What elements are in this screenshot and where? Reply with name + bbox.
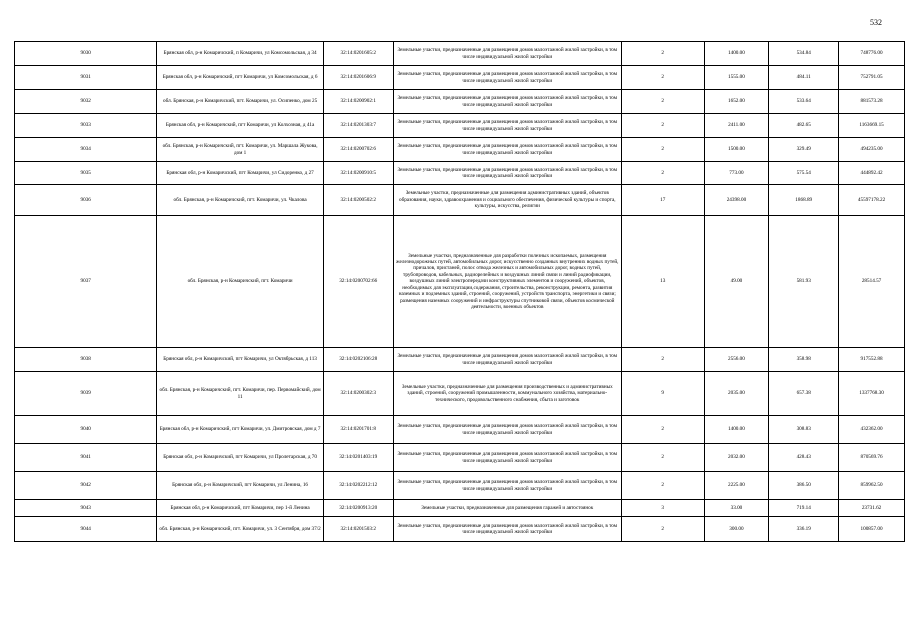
area-cell: 1500.00 — [704, 138, 769, 162]
table-row — [15, 138, 905, 162]
land-use-cell: Земельные участки, предназначенные для размещения домов малоэтажной жилой застройки, в том числе индивидуальной жилой застройки — [393, 66, 621, 90]
land-use-cell: Земельные участки, предназначенные для размещения административных зданий, объектов образования, науки, здравоохранения и социального обеспечения, физической культуры и спорта, культуры, искусства, религии — [393, 185, 621, 216]
specific-value-cell: 1868.89 — [769, 185, 839, 216]
table-row — [15, 216, 905, 348]
cadastral-number-cell: 32:14:0200902:1 — [323, 90, 393, 114]
cadastral-number-cell: 32:14:0201303:7 — [323, 114, 393, 138]
row-number-cell: 9032 — [15, 90, 157, 114]
category-code-cell: 2 — [621, 42, 704, 66]
cadastral-value-cell: 444892.42 — [839, 162, 905, 185]
cadastral-number-cell: 32:14:0200913:20 — [323, 500, 393, 517]
cadastral-value-cell: 432362.00 — [839, 416, 905, 444]
table-row — [15, 500, 905, 517]
cadastral-value-cell: 859962.50 — [839, 472, 905, 500]
cadastral-number-cell: 32:14:0200702:6 — [323, 138, 393, 162]
cadastral-value-cell: 917552.88 — [839, 348, 905, 372]
row-number-cell: 9031 — [15, 66, 157, 90]
page-number: 532 — [870, 18, 882, 27]
specific-value-cell: 329.49 — [769, 138, 839, 162]
row-number-cell: 9035 — [15, 162, 157, 185]
row-number-cell: 9044 — [15, 517, 157, 542]
table-row — [15, 372, 905, 416]
row-number-cell: 9030 — [15, 42, 157, 66]
address-cell: обл. Брянская, р-н Комаричский, пгт. Комаричи, ул. Осипенко, дом 25 — [157, 90, 323, 114]
specific-value-cell: 575.54 — [769, 162, 839, 185]
cadastral-number-cell: 32:14:0200910:5 — [323, 162, 393, 185]
row-number-cell: 9038 — [15, 348, 157, 372]
row-number-cell: 9042 — [15, 472, 157, 500]
area-cell: 33.00 — [704, 500, 769, 517]
area-cell: 1400.00 — [704, 42, 769, 66]
row-number-cell: 9043 — [15, 500, 157, 517]
cadastral-value-cell: 1163669.15 — [839, 114, 905, 138]
table-row — [15, 42, 905, 66]
cadastral-number-cell: 32:14:0202212:12 — [323, 472, 393, 500]
cadastral-number-cell: 32:14:0200302:3 — [323, 372, 393, 416]
category-code-cell: 2 — [621, 90, 704, 114]
cadastral-value-cell: 881573.28 — [839, 90, 905, 114]
specific-value-cell: 336.19 — [769, 517, 839, 542]
cadastral-value-cell: 494235.00 — [839, 138, 905, 162]
land-use-cell: Земельные участки, предназначенные для размещения домов малоэтажной жилой застройки, в том числе индивидуальной жилой застройки — [393, 472, 621, 500]
area-cell: 2032.00 — [704, 444, 769, 472]
specific-value-cell: 534.84 — [769, 42, 839, 66]
specific-value-cell: 482.65 — [769, 114, 839, 138]
category-code-cell: 2 — [621, 114, 704, 138]
category-code-cell: 2 — [621, 472, 704, 500]
table-row — [15, 416, 905, 444]
address-cell: Брянская обл, р-н Комаричский, пгт Комаричи, ул Октябрьская, д 113 — [157, 348, 323, 372]
area-cell: 773.00 — [704, 162, 769, 185]
cadastral-value-cell: 28514.57 — [839, 216, 905, 348]
row-number-cell: 9034 — [15, 138, 157, 162]
category-code-cell: 2 — [621, 162, 704, 185]
area-cell: 300.00 — [704, 517, 769, 542]
land-use-cell: Земельные участки, предназначенные для размещения производственных и административных зданий, строений, сооружений промышленности, коммунального хозяйства, материально-технического, продовольственного снабжения, сбыта и заготовок — [393, 372, 621, 416]
land-use-cell: Земельные участки, предназначенные для размещения гаражей и автостоянок — [393, 500, 621, 517]
category-code-cell: 9 — [621, 372, 704, 416]
cadastral-value-cell: 870569.76 — [839, 444, 905, 472]
category-code-cell: 2 — [621, 138, 704, 162]
land-use-cell: Земельные участки, предназначенные для размещения домов малоэтажной жилой застройки, в том числе индивидуальной жилой застройки — [393, 114, 621, 138]
area-cell: 2225.00 — [704, 472, 769, 500]
table-row — [15, 66, 905, 90]
row-number-cell: 9039 — [15, 372, 157, 416]
cadastral-value-cell: 45597178.22 — [839, 185, 905, 216]
address-cell: обл. Брянская, р-н Комаричский, пгт. Комаричи, ул. 3 Сентября, дом 37/2 — [157, 517, 323, 542]
specific-value-cell: 428.43 — [769, 444, 839, 472]
land-use-cell: Земельные участки, предназначенные для размещения домов малоэтажной жилой застройки, в том числе индивидуальной жилой застройки — [393, 416, 621, 444]
area-cell: 24398.00 — [704, 185, 769, 216]
address-cell: Брянская обл, р-н Комаричский, п Комаричи, ул Комсомольская, д 34 — [157, 42, 323, 66]
land-use-cell: Земельные участки, предназначенные для размещения домов малоэтажной жилой застройки, в том числе индивидуальной жилой застройки — [393, 90, 621, 114]
cadastral-number-cell: 32:14:0201403:19 — [323, 444, 393, 472]
specific-value-cell: 657.38 — [769, 372, 839, 416]
row-number-cell: 9033 — [15, 114, 157, 138]
address-cell: Брянская обл, р-н Комаричский, пгт Комаричи, ул Комсомольская, д 6 — [157, 66, 323, 90]
area-cell: 2556.00 — [704, 348, 769, 372]
cadastral-number-cell: 32:14:0202106:28 — [323, 348, 393, 372]
area-cell: 49.00 — [704, 216, 769, 348]
land-registry-table — [14, 41, 905, 542]
cadastral-number-cell: 32:14:0200502:2 — [323, 185, 393, 216]
specific-value-cell: 533.64 — [769, 90, 839, 114]
specific-value-cell: 719.14 — [769, 500, 839, 517]
address-cell: обл. Брянская, р-н Комаричский, пгт. Комаричи, ул. Маршала Жукова, дом 1 — [157, 138, 323, 162]
category-code-cell: 3 — [621, 500, 704, 517]
cadastral-value-cell: 1337768.30 — [839, 372, 905, 416]
category-code-cell: 13 — [621, 216, 704, 348]
address-cell: Брянская обл, р-н Комаричский, пгт Комаричи, ул. Дмитровская, дом д 7 — [157, 416, 323, 444]
table-row — [15, 348, 905, 372]
land-use-cell: Земельные участки, предназначенные для размещения домов малоэтажной жилой застройки, в том числе индивидуальной жилой застройки — [393, 517, 621, 542]
area-cell: 2035.00 — [704, 372, 769, 416]
cadastral-value-cell: 23731.62 — [839, 500, 905, 517]
specific-value-cell: 581.93 — [769, 216, 839, 348]
row-number-cell: 9041 — [15, 444, 157, 472]
cadastral-value-cell: 748776.00 — [839, 42, 905, 66]
category-code-cell: 17 — [621, 185, 704, 216]
specific-value-cell: 358.98 — [769, 348, 839, 372]
row-number-cell: 9036 — [15, 185, 157, 216]
category-code-cell: 2 — [621, 444, 704, 472]
cadastral-value-cell: 100857.00 — [839, 517, 905, 542]
table-row — [15, 185, 905, 216]
land-use-cell: Земельные участки, предназначенные для разработки полезных ископаемых, размещения железнодорожных путей, автомобильных дорог, искусственно созданных внутренних водных путей, причалов, пристаней, полос отвода железных и автомобильных дорог, водных путей, трубопроводов, кабельных, радиорелейных и воздушных линий связи и линий радиофикации, воздушных линий электропередачи конструктивных элементов и сооружений, объектов, необходимых для эксплуатации,содержания, строительства, реконструкции, ремонта, развития наземных и подземных зданий, строений, сооружений, устройств транспорта, энергетики и связи; размещения наземных сооружений и инфраструктуры спутниковой связи, объектов космической деятельности, военных объектов — [393, 216, 621, 348]
area-cell: 1555.00 — [704, 66, 769, 90]
category-code-cell: 2 — [621, 348, 704, 372]
cadastral-number-cell: 32:14:0200702:66 — [323, 216, 393, 348]
address-cell: Брянская обл, р-н Комаричский, пгт Комаричи, ул Колхозная, д 41а — [157, 114, 323, 138]
land-use-cell: Земельные участки, предназначенные для размещения домов малоэтажной жилой застройки, в том числе индивидуальной жилой застройки — [393, 138, 621, 162]
table-row — [15, 162, 905, 185]
cadastral-number-cell: 32:14:0201605:2 — [323, 42, 393, 66]
address-cell: Брянская обл, р-н Комаричский, пгт Комаричи, ул Сидоренко, д 27 — [157, 162, 323, 185]
cadastral-number-cell: 32:14:0201606:9 — [323, 66, 393, 90]
address-cell: обл. Брянская, р-н Комаричский, пгт. Комаричи, ул. Чкалова — [157, 185, 323, 216]
address-cell: Брянская обл, р-н Комаричский, пгт Комаричи, ул Ленина, 16 — [157, 472, 323, 500]
row-number-cell: 9037 — [15, 216, 157, 348]
cadastral-number-cell: 32:14:0201701:8 — [323, 416, 393, 444]
address-cell: Брянская обл, р-н Комаричский, пгт Комаричи, ул Пролетарская, д 70 — [157, 444, 323, 472]
category-code-cell: 2 — [621, 517, 704, 542]
land-use-cell: Земельные участки, предназначенные для размещения домов малоэтажной жилой застройки, в том числе индивидуальной жилой застройки — [393, 42, 621, 66]
specific-value-cell: 386.50 — [769, 472, 839, 500]
land-use-cell: Земельные участки, предназначенные для размещения домов малоэтажной жилой застройки, в том числе индивидуальной жилой застройки — [393, 348, 621, 372]
table-row — [15, 517, 905, 542]
area-cell: 2411.00 — [704, 114, 769, 138]
table-row — [15, 472, 905, 500]
specific-value-cell: 484.11 — [769, 66, 839, 90]
land-use-cell: Земельные участки, предназначенные для размещения домов малоэтажной жилой застройки, в том числе индивидуальной жилой застройки — [393, 444, 621, 472]
table-body — [15, 42, 905, 542]
address-cell: обл. Брянская, р-н Комаричский, пгт. Комаричи, пер. Первомайский, дом 11 — [157, 372, 323, 416]
row-number-cell: 9040 — [15, 416, 157, 444]
table-row — [15, 90, 905, 114]
table-row — [15, 444, 905, 472]
cadastral-value-cell: 752791.05 — [839, 66, 905, 90]
area-cell: 1652.00 — [704, 90, 769, 114]
cadastral-number-cell: 32:14:0201503:2 — [323, 517, 393, 542]
address-cell: Брянская обл, р-н Комаричский, пгт Комаричи, пер 1-й Ленина — [157, 500, 323, 517]
table-row — [15, 114, 905, 138]
specific-value-cell: 308.83 — [769, 416, 839, 444]
category-code-cell: 2 — [621, 416, 704, 444]
category-code-cell: 2 — [621, 66, 704, 90]
address-cell: обл. Брянская, р-н Комаричский, пгт. Комаричи — [157, 216, 323, 348]
land-use-cell: Земельные участки, предназначенные для размещения домов малоэтажной жилой застройки, в том числе индивидуальной жилой застройки — [393, 162, 621, 185]
area-cell: 1400.00 — [704, 416, 769, 444]
